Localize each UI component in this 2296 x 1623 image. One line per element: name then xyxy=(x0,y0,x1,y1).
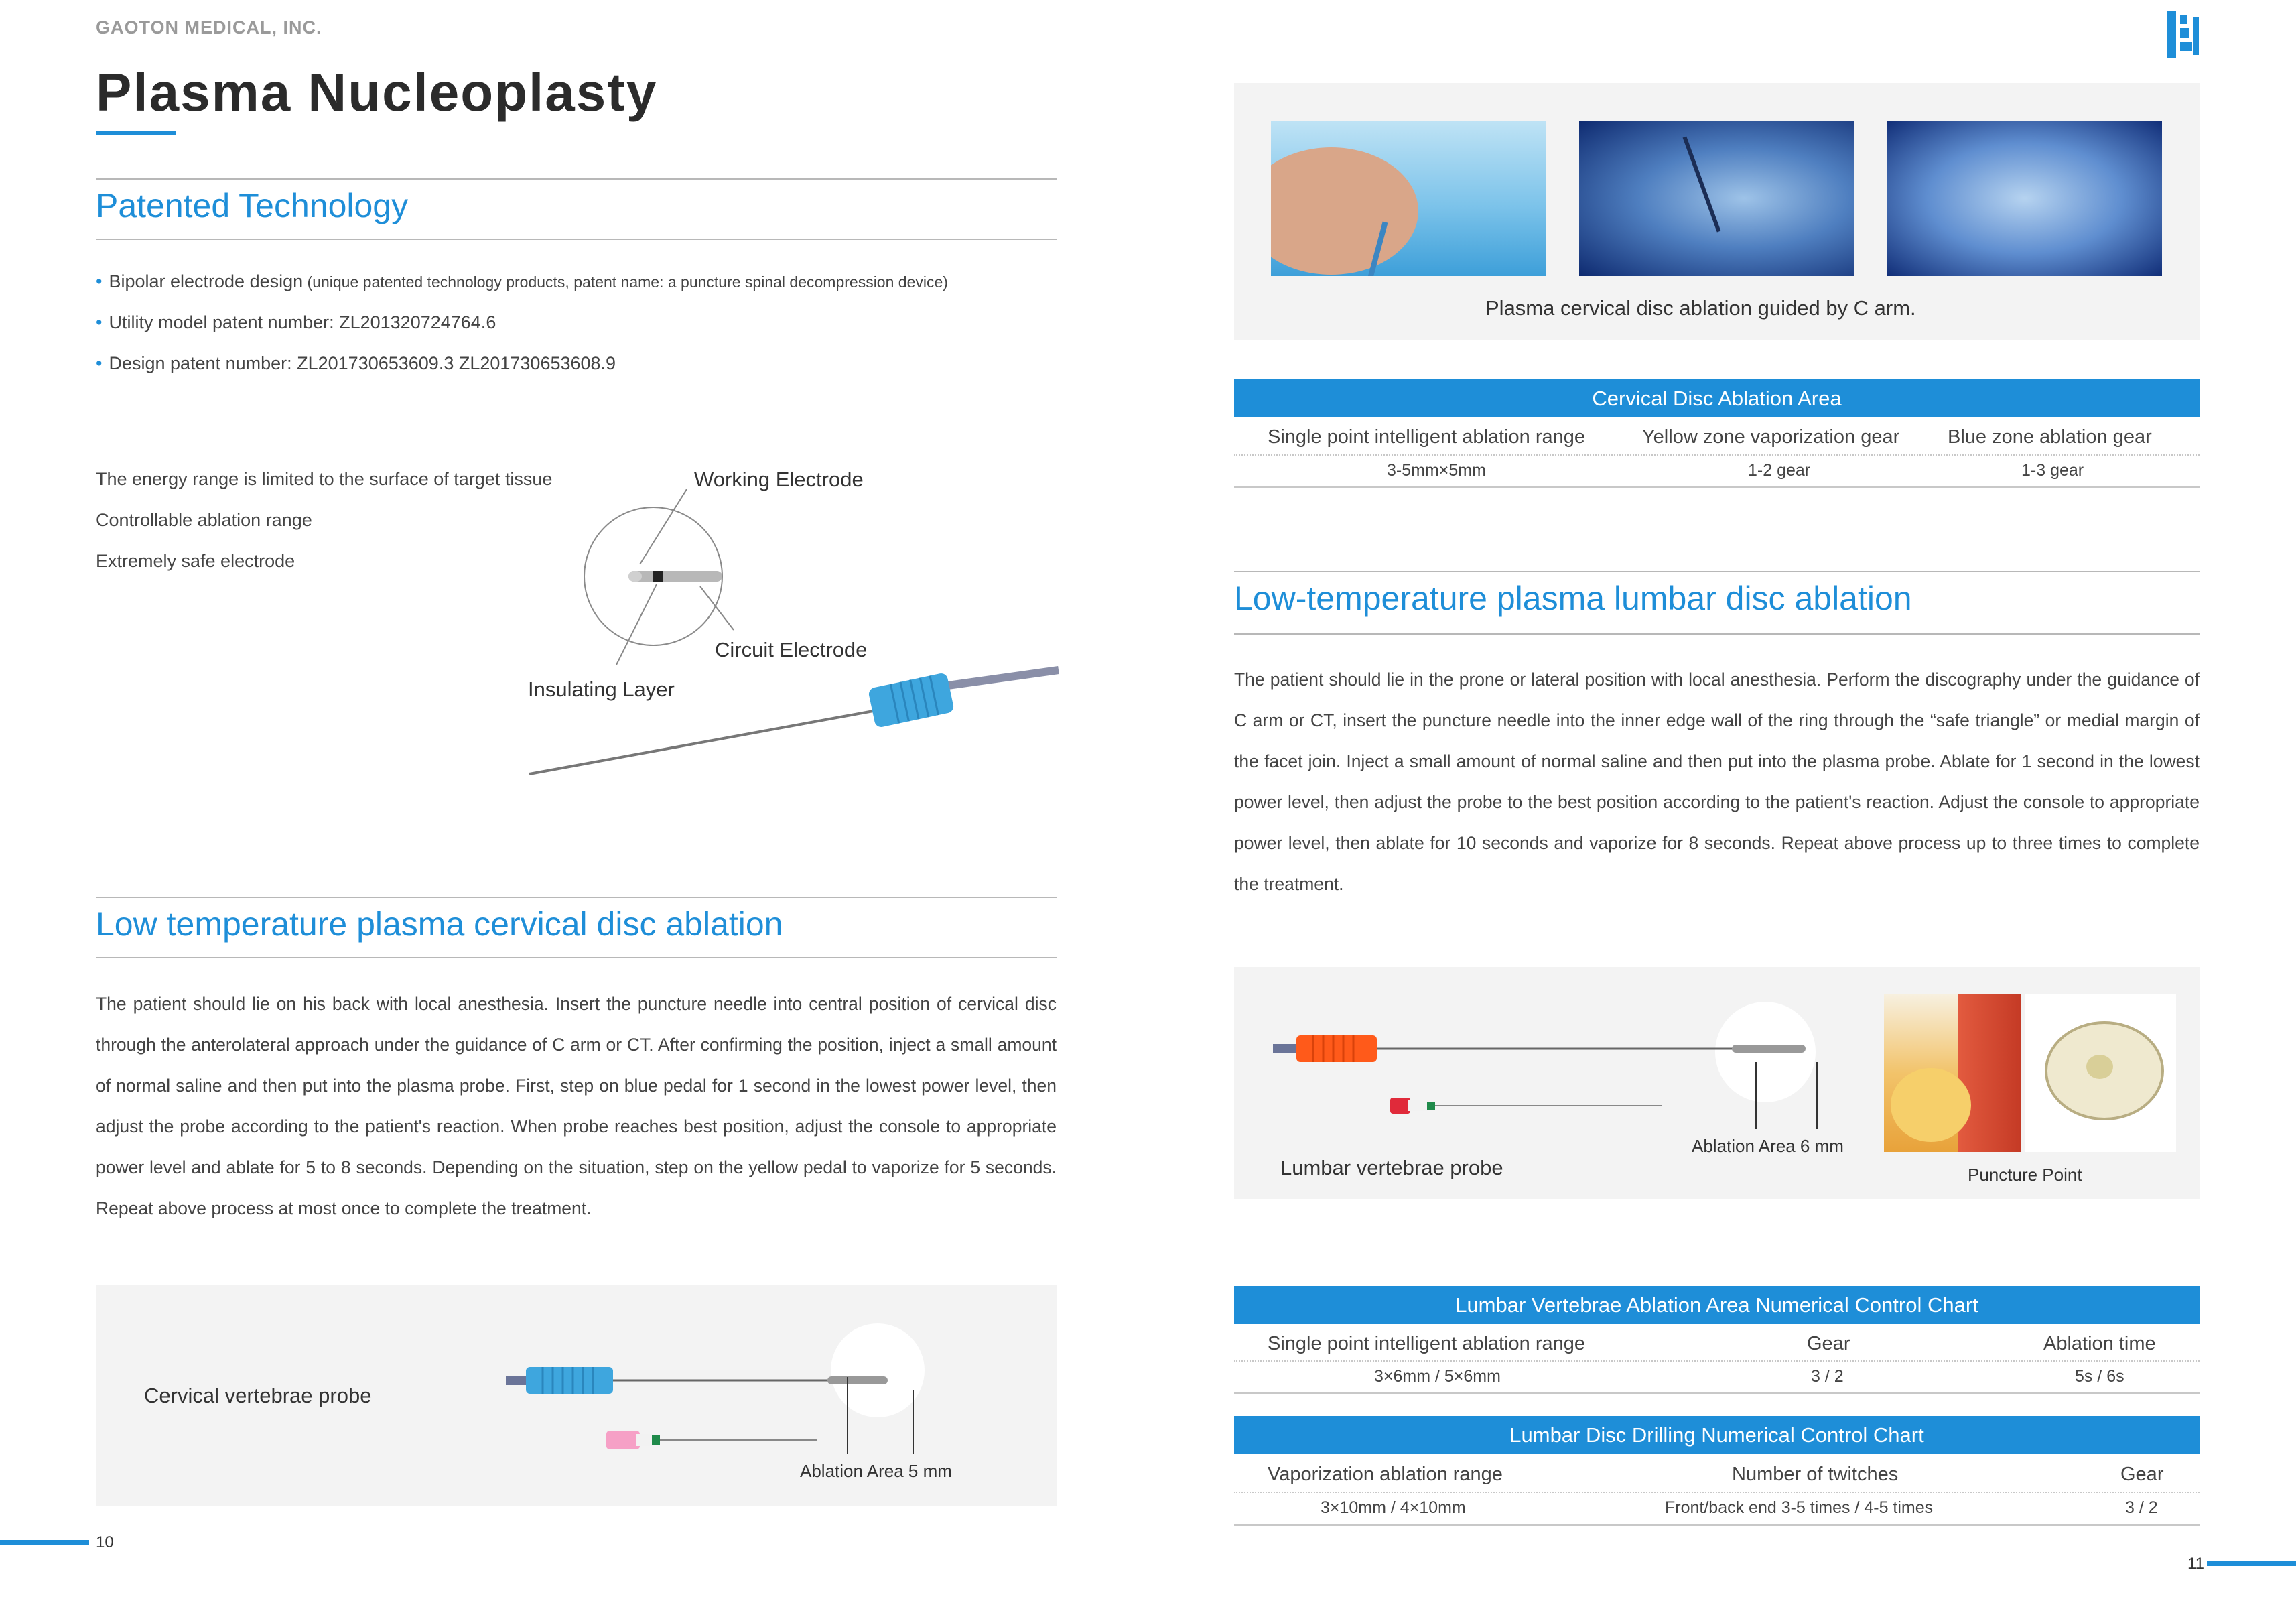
lumbar-probe-image xyxy=(1266,998,1829,1153)
divider xyxy=(1234,633,2200,635)
lumbar-probe-label: Lumbar vertebrae probe xyxy=(1280,1156,1503,1179)
table-cell: 3×10mm / 4×10mm xyxy=(1321,1498,1466,1517)
bullet-main: Design patent number: ZL201730653609.3 ZL201730653608.9 xyxy=(109,353,616,373)
probe-handle xyxy=(526,1367,613,1394)
cervical-paragraph: The patient should lie on his back with local anesthesia. Insert the puncture needle into central position of cervical disc through the anterolateral approach under the guidance of C arm or CT. After confirming the position, inject a small amount of normal saline and then put into the plasma probe. First, step on blue pedal for 1 second in the lowest power level, then adjust the probe according to the patient's reaction. When probe reaches best position, adjust the console to appropriate power level and ablate for 5 to 8 seconds. Depending on the situation, step on the yellow pedal to vaporize for 5 seconds. Repeat above process at most once to complete the treatment. xyxy=(96,994,1057,1218)
probe-shaft xyxy=(529,709,884,774)
patent-bullet xyxy=(96,353,616,374)
page-number-left: 10 xyxy=(96,1533,114,1551)
divider xyxy=(96,239,1057,240)
heading-lumbar-ablation: Low-temperature plasma lumbar disc ablation xyxy=(1234,580,1912,617)
heading-cervical-ablation: Low temperature plasma cervical disc ablation xyxy=(96,905,783,943)
probe-cable xyxy=(938,670,1059,687)
spine-logo-icon xyxy=(2163,8,2203,60)
table-column-header: Single point intelligent ablation range xyxy=(1268,426,1586,448)
drilling-table-title: Lumbar Disc Drilling Numerical Control Chart xyxy=(1234,1416,2200,1454)
page-bar-right xyxy=(2207,1561,2296,1566)
table-column-header: Number of twitches xyxy=(1732,1464,1899,1485)
table-column-header: Yellow zone vaporization gear xyxy=(1642,426,1900,448)
feature-item: Extremely safe electrode xyxy=(96,551,295,571)
title-underline xyxy=(96,131,176,135)
table-column-header: Gear xyxy=(2120,1464,2164,1485)
c-arm-xray-image-2 xyxy=(1887,121,2162,276)
feature-item: The energy range is limited to the surface of target tissue xyxy=(96,469,553,489)
electrode-diagram xyxy=(509,462,1085,797)
bullet-note: (unique patented technology products, patent name: a puncture spinal decompression device) xyxy=(303,273,948,291)
company-name: GAOTON MEDICAL, INC. xyxy=(96,17,322,38)
cervical-ablation-area-label: Ablation Area 5 mm xyxy=(800,1461,952,1481)
heading-patented-technology: Patented Technology xyxy=(96,187,409,224)
table-cell: 3 / 2 xyxy=(2125,1498,2158,1517)
divider xyxy=(96,957,1057,958)
table-column-header: Vaporization ablation range xyxy=(1268,1464,1503,1485)
patent-bullet xyxy=(96,312,496,333)
page-bar-left xyxy=(0,1540,89,1545)
bullet-dot-icon: • xyxy=(96,271,103,291)
electrode-tip xyxy=(628,571,722,582)
divider xyxy=(1234,571,2200,572)
c-arm-xray-image-1 xyxy=(1579,121,1854,276)
table-cell: 5s / 6s xyxy=(2075,1367,2124,1386)
divider xyxy=(96,897,1057,898)
lumbar-ablation-area-label: Ablation Area 6 mm xyxy=(1692,1136,1844,1156)
insulating-band xyxy=(653,571,663,582)
table-column-header: Ablation time xyxy=(2043,1333,2156,1354)
page-number-right: 11 xyxy=(2187,1555,2204,1573)
table-column-header: Single point intelligent ablation range xyxy=(1268,1333,1586,1354)
divider xyxy=(96,178,1057,180)
vertebra-cross-section-image xyxy=(2025,994,2176,1152)
label-working-electrode: Working Electrode xyxy=(694,468,864,491)
c-arm-caption: Plasma cervical disc ablation guided by C arm. xyxy=(1485,296,1916,320)
table-cell: 3-5mm×5mm xyxy=(1387,461,1486,480)
lumbar-anatomy-image xyxy=(1884,994,2021,1152)
puncture-needle-hub xyxy=(606,1431,640,1449)
probe-tip xyxy=(827,1376,888,1384)
cervical-probe-label: Cervical vertebrae probe xyxy=(144,1384,372,1407)
feature-item: Controllable ablation range xyxy=(96,510,312,530)
table-cell: 3 / 2 xyxy=(1811,1367,1844,1386)
puncture-point-label: Puncture Point xyxy=(1968,1165,2082,1185)
label-insulating-layer: Insulating Layer xyxy=(528,677,675,701)
cervical-table-title: Cervical Disc Ablation Area xyxy=(1234,379,2200,417)
table-cell: Front/back end 3-5 times / 4-5 times xyxy=(1665,1498,1934,1517)
patent-bullet xyxy=(96,271,948,292)
lumbar-paragraph: The patient should lie in the prone or lateral position with local anesthesia. Perform the discography under the guidance of C arm or CT, insert the puncture needle into the inner edge wall of the ring through the “safe triangle” or medial margin of the facet join. Inject a small amount of normal saline and then put into the plasma probe. Ablate for 1 second in the lowest power level, then adjust the probe to the best position according to the patient's reaction. Adjust the console to appropriate power level, then ablate for 10 seconds and vaporize for 8 seconds. Repeat above process up to three times to complete the treatment. xyxy=(1234,669,2200,894)
label-circuit-electrode: Circuit Electrode xyxy=(715,638,868,661)
lumbar-needle-hub xyxy=(1390,1098,1410,1114)
patient-neck-photo xyxy=(1271,121,1546,276)
bullet-main: Utility model patent number: ZL201320724764.6 xyxy=(109,312,496,332)
lumbar-table-title: Lumbar Vertebrae Ablation Area Numerical Control Chart xyxy=(1234,1286,2200,1324)
table-column-header: Gear xyxy=(1807,1333,1850,1354)
cervical-probe-image xyxy=(496,1313,938,1468)
table-cell: 3×6mm / 5×6mm xyxy=(1374,1367,1501,1386)
bullet-main: Bipolar electrode design xyxy=(109,271,303,291)
page-title: Plasma Nucleoplasty xyxy=(96,62,658,122)
table-cell: 1-2 gear xyxy=(1748,461,1811,480)
bullet-dot-icon: • xyxy=(96,312,103,332)
bullet-dot-icon: • xyxy=(96,353,103,373)
lumbar-probe-handle xyxy=(1296,1035,1377,1062)
table-cell: 1-3 gear xyxy=(2021,461,2084,480)
table-column-header: Blue zone ablation gear xyxy=(1948,426,2152,448)
